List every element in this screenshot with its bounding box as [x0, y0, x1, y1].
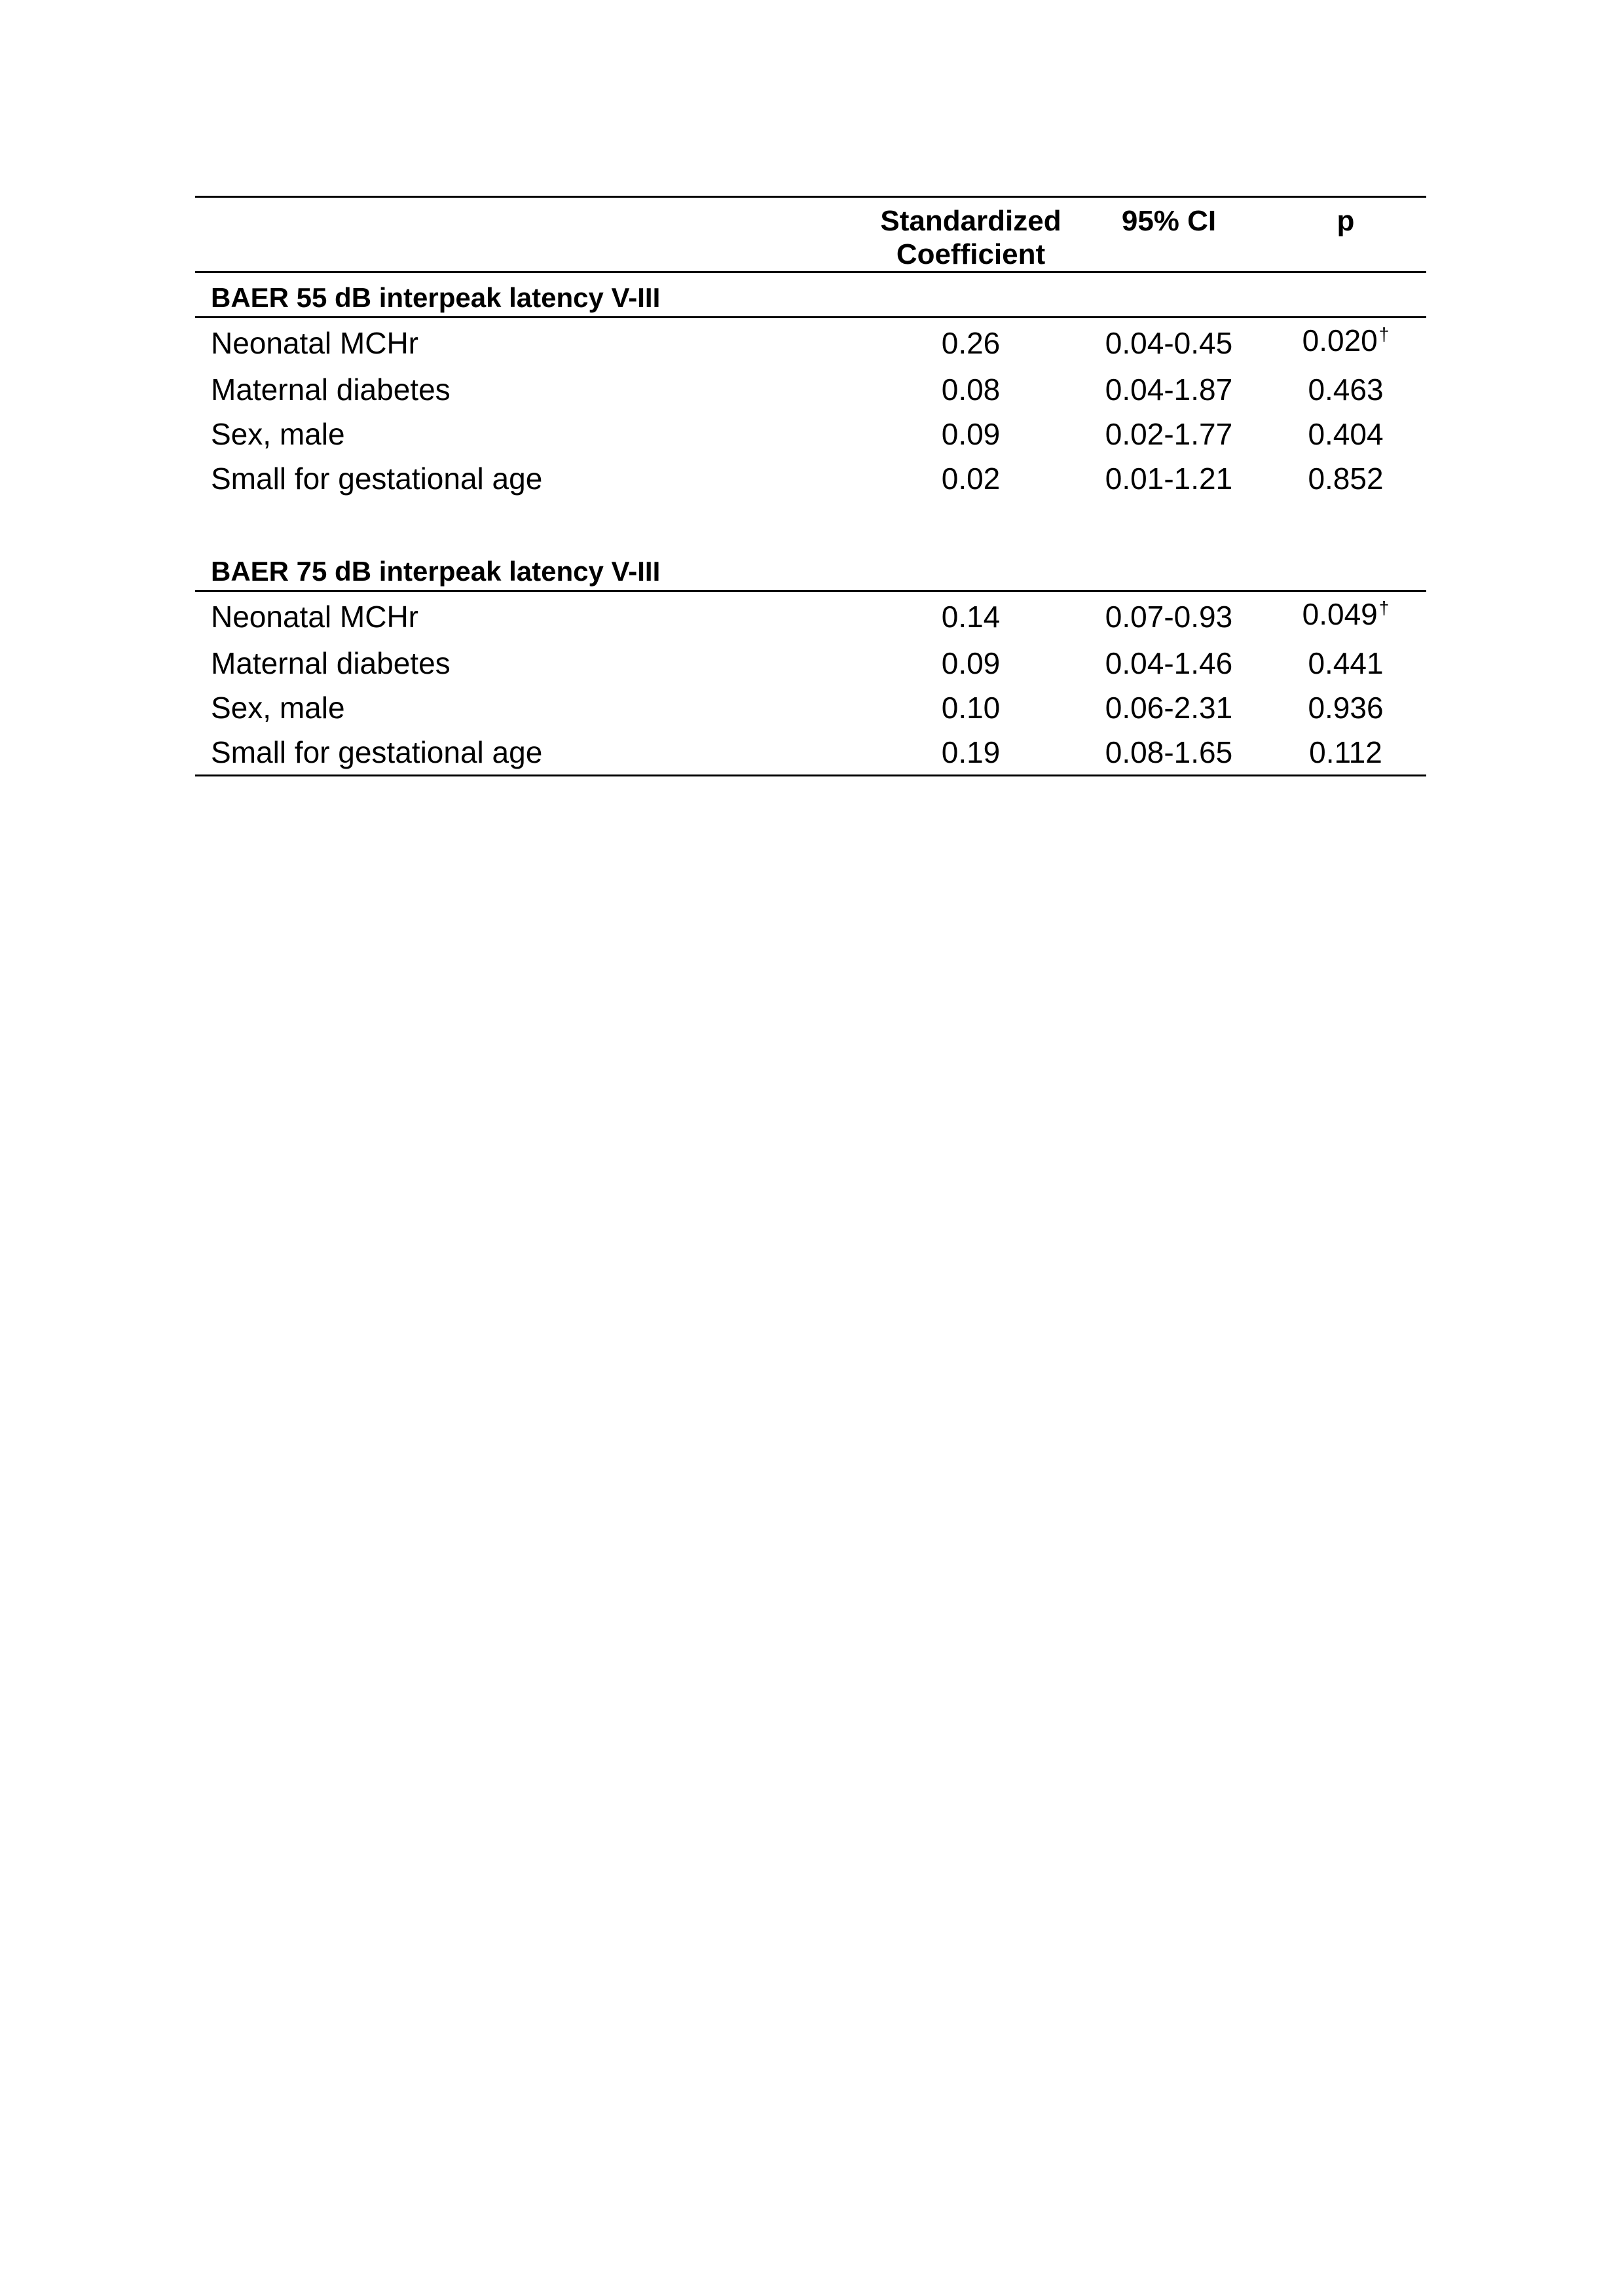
header-coefficient-line1: Standardized [880, 205, 1061, 237]
section-title: BAER 55 dB interpeak latency V-III [195, 272, 869, 318]
row-label: Maternal diabetes [211, 646, 451, 680]
header-coefficient-line2: Coefficient [896, 238, 1046, 270]
row-label: Sex, male [211, 417, 345, 451]
ci-value: 0.04-1.87 [1105, 373, 1233, 407]
table-row [195, 367, 1426, 412]
table-row [195, 641, 1426, 685]
row-label: Small for gestational age [195, 730, 869, 776]
section-heading-row [195, 272, 1426, 318]
row-label: Neonatal MCHr [211, 325, 418, 360]
ci-value: 0.01-1.21 [1105, 462, 1233, 496]
header-coefficient [869, 197, 1073, 272]
p-value: 0.049 [1302, 597, 1378, 631]
header-blank-cell [195, 197, 869, 272]
ci-value: 0.04-0.45 [1105, 325, 1233, 360]
table-row [195, 591, 1426, 642]
coefficient-value: 0.08 [941, 373, 1001, 407]
dagger-mark: † [1378, 324, 1390, 344]
p-value-cell [1265, 318, 1426, 368]
table-row [195, 730, 1426, 776]
p-value: 0.112 [1265, 730, 1426, 776]
section-heading-row [195, 547, 1426, 591]
ci-value: 0.06-2.31 [1105, 691, 1233, 725]
header-ci-label: 95% CI [1121, 205, 1217, 237]
section-gap [195, 501, 1426, 547]
coefficient-value: 0.14 [941, 599, 1001, 634]
coefficient-value: 0.26 [941, 325, 1001, 360]
header-row [195, 197, 1426, 272]
ci-value: 0.07-0.93 [1105, 599, 1233, 634]
header-p-label: p [1337, 205, 1355, 237]
row-label: Maternal diabetes [211, 373, 451, 407]
dagger-mark: † [1378, 598, 1390, 618]
ci-value: 0.04-1.46 [1105, 646, 1233, 680]
table-row [195, 685, 1426, 730]
p-value: 0.020 [1302, 323, 1378, 357]
section-title: BAER 75 dB interpeak latency V-III [195, 547, 869, 591]
header-p [1265, 197, 1426, 272]
table-row [195, 456, 1426, 501]
table-row [195, 318, 1426, 368]
table-body [195, 272, 1426, 776]
coefficient-value: 0.10 [941, 691, 1001, 725]
header-ci [1073, 197, 1265, 272]
regression-table [195, 196, 1426, 776]
coefficient-value: 0.09 [941, 417, 1001, 451]
ci-value: 0.08-1.65 [1073, 730, 1265, 776]
p-value: 0.441 [1308, 646, 1384, 680]
row-label: Neonatal MCHr [211, 599, 418, 634]
p-value: 0.463 [1308, 373, 1384, 407]
p-value-cell [1265, 591, 1426, 642]
row-label: Small for gestational age [211, 462, 543, 496]
p-value: 0.404 [1308, 417, 1384, 451]
coefficient-value: 0.02 [941, 462, 1001, 496]
table-row [195, 412, 1426, 456]
table-header [195, 197, 1426, 272]
coefficient-value: 0.19 [869, 730, 1073, 776]
ci-value: 0.02-1.77 [1105, 417, 1233, 451]
p-value: 0.852 [1308, 462, 1384, 496]
row-label: Sex, male [211, 691, 345, 725]
p-value: 0.936 [1308, 691, 1384, 725]
coefficient-value: 0.09 [941, 646, 1001, 680]
